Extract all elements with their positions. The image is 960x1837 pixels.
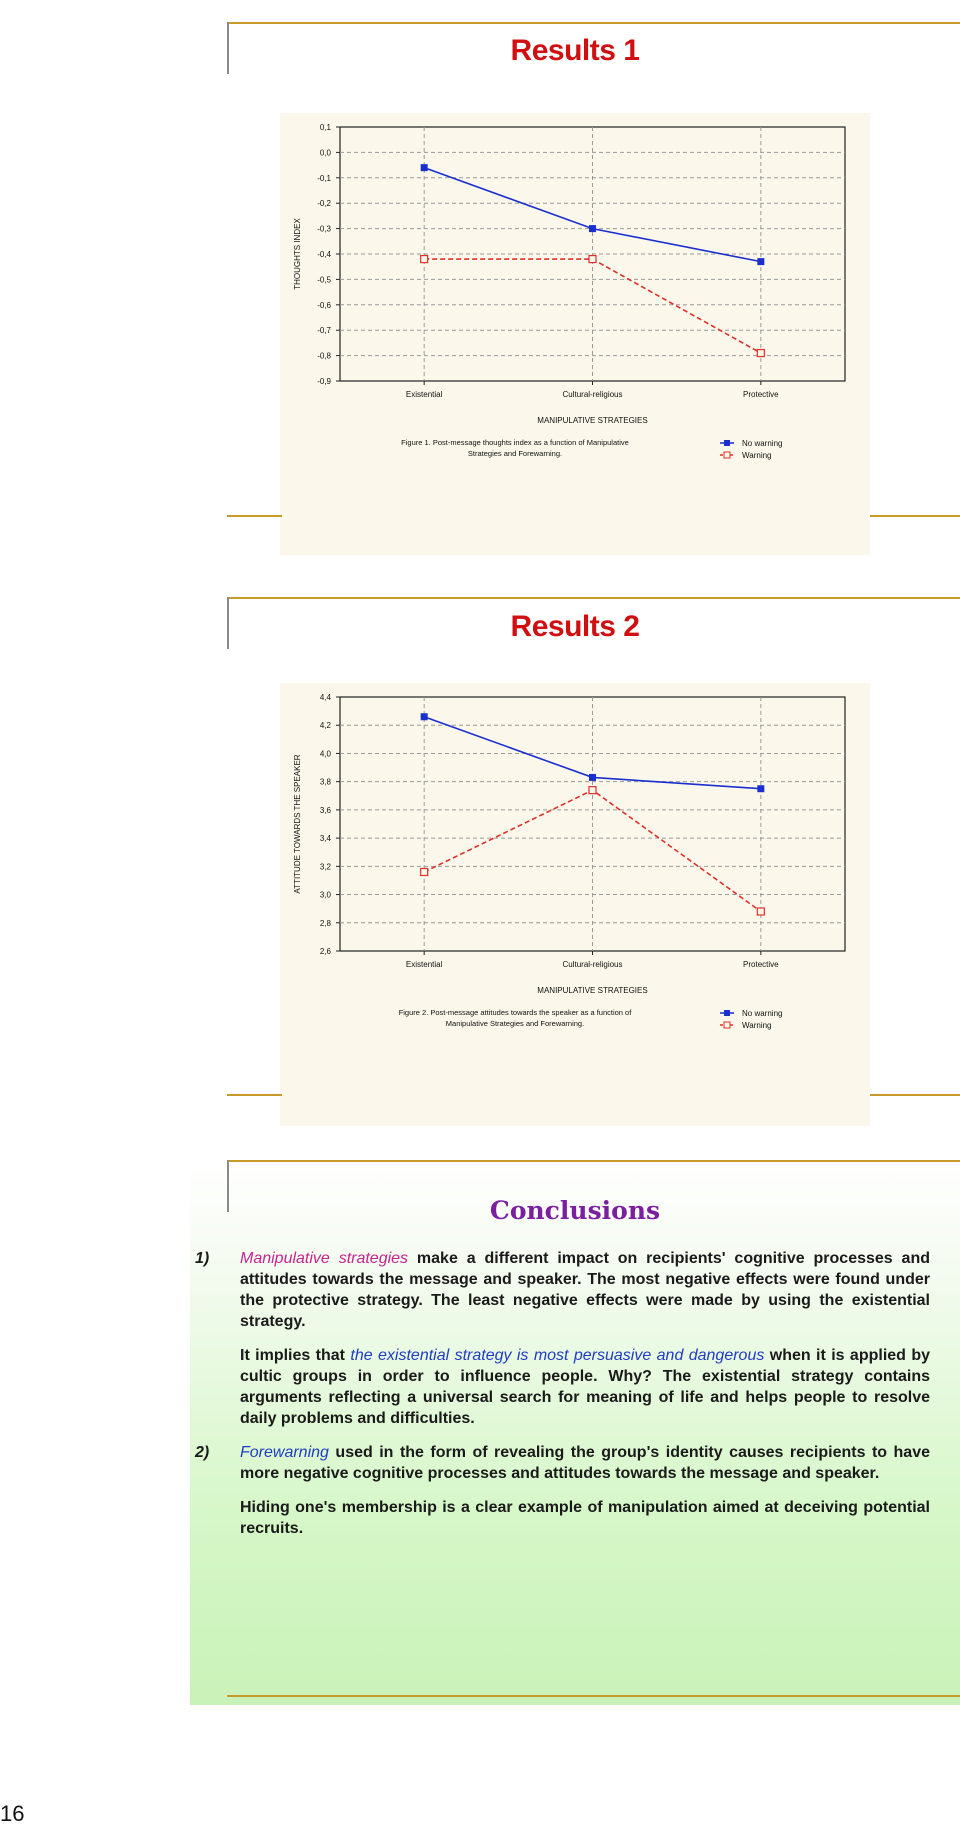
y-tick-label: -0,7 [317, 326, 331, 336]
y-tick-label: -0,1 [317, 173, 331, 183]
slide-title: Results 1 [510, 34, 640, 67]
thoughts-index-chart [280, 113, 870, 555]
x-tick-label: Existential [405, 960, 443, 969]
page-number: 16 [0, 1801, 25, 1826]
emphasis-forewarning: Forewarning [240, 1444, 329, 1461]
bottom-rule-right [870, 1094, 960, 1096]
figure-caption: Figure 1. Post-message thoughts index as a function of Manipulative [401, 438, 629, 447]
y-tick-label: 3,2 [319, 862, 331, 872]
y-tick-label: 4,4 [319, 693, 331, 702]
y-tick-label: -0,9 [317, 377, 331, 386]
data-point [421, 164, 428, 171]
legend-marker [724, 1010, 730, 1016]
y-tick-label: -0,2 [317, 199, 331, 209]
data-point [589, 774, 596, 781]
data-point [421, 713, 428, 720]
y-tick-label: -0,5 [317, 275, 331, 285]
y-tick-label: 4,2 [319, 721, 331, 731]
data-point [589, 225, 596, 232]
bottom-rule-left [227, 1094, 282, 1096]
paragraph-text: It implies that [240, 1347, 351, 1364]
legend-label: No warning [742, 439, 783, 448]
legend-marker [724, 1022, 730, 1028]
emphasis-manipulative-strategies: Manipulative strategies [240, 1250, 409, 1267]
legend-label: Warning [742, 451, 772, 460]
item-text: make a different impact on recipients' cognitive processes and attitudes towards the message and speaker. The most negative effects were found under the protective strategy. The least negative effects were made by using the existential strategy. [240, 1250, 930, 1330]
figure-caption: Figure 2. Post-message attitudes towards the speaker as a function of [398, 1008, 632, 1017]
slide-title: Results 2 [510, 610, 640, 643]
slide-title: Conclusions [489, 1196, 661, 1225]
data-point [589, 787, 596, 794]
y-tick-label: 3,4 [319, 834, 331, 844]
bottom-rule [227, 1695, 960, 1697]
chart-panel-2 [280, 683, 870, 1126]
y-axis-label: ATTITUDE TOWARDS THE SPEAKER [293, 754, 302, 894]
y-tick-label: 3,0 [319, 890, 331, 900]
y-tick-label: -0,8 [317, 351, 331, 361]
y-tick-label: 0,0 [319, 148, 331, 158]
item-number: 2) [195, 1444, 210, 1461]
y-tick-label: 2,6 [319, 947, 331, 956]
data-point [757, 258, 764, 265]
y-tick-label: 3,8 [319, 777, 331, 787]
x-tick-label: Cultural-religious [562, 960, 623, 969]
y-tick-label: 2,8 [319, 918, 331, 928]
bottom-rule-right [870, 515, 960, 517]
y-tick-label: 3,6 [319, 805, 331, 815]
y-tick-label: 4,0 [319, 749, 331, 759]
y-tick-label: -0,4 [317, 250, 331, 259]
data-point [589, 256, 596, 263]
y-tick-label: 0,1 [319, 123, 331, 132]
emphasis-existential-strategy: the existential strategy is most persuasive and dangerous [350, 1347, 765, 1364]
item-number: 1) [195, 1250, 210, 1267]
conclusion-item-1 [190, 1248, 930, 1332]
paragraph-text: when it is applied by cultic groups in order to influence people. Why? The existential strategy contains arguments reflecting a universal search for meaning of life and helps people to resolve daily problems and difficulties. [240, 1347, 930, 1427]
legend-marker [724, 452, 730, 458]
y-axis-label: THOUGHTS INDEX [293, 218, 302, 290]
bottom-rule-left [227, 515, 282, 517]
x-tick-label: Protective [743, 960, 779, 969]
data-point [757, 785, 764, 792]
chart-panel-1 [280, 113, 870, 555]
y-tick-label: -0,6 [317, 300, 331, 310]
results-1-slide [190, 0, 960, 562]
attitude-speaker-chart [280, 683, 870, 1126]
item-text: used in the form of revealing the group's identity causes recipients to have more negative cognitive processes and attitudes towards the message and speaker. [240, 1444, 930, 1482]
legend-marker [724, 440, 730, 446]
x-tick-label: Protective [743, 390, 779, 399]
figure-caption: Manipulative Strategies and Forewarning. [445, 1019, 585, 1028]
conclusion-item-2 [190, 1442, 930, 1484]
conclusions-slide [190, 1160, 960, 1705]
legend-label: Warning [742, 1021, 772, 1030]
x-tick-label: Cultural-religious [562, 390, 623, 399]
frame-top-rule [227, 22, 960, 24]
data-point [757, 908, 764, 915]
data-point [421, 868, 428, 875]
frame-top-rule [227, 597, 960, 599]
results-2-slide [190, 583, 960, 1131]
data-point [757, 350, 764, 357]
conclusion-paragraph [190, 1345, 930, 1429]
conclusions-body [190, 1248, 930, 1539]
legend-label: No warning [742, 1009, 783, 1018]
conclusion-paragraph: Hiding one's membership is a clear example of manipulation aimed at deceiving potential recruits. [240, 1499, 930, 1537]
data-point [421, 256, 428, 263]
x-axis-label: MANIPULATIVE STRATEGIES [537, 416, 648, 425]
frame-top-rule [227, 1160, 960, 1162]
y-tick-label: -0,3 [317, 224, 331, 234]
figure-caption: Strategies and Forewarning. [467, 449, 563, 458]
x-tick-label: Existential [405, 390, 443, 399]
x-axis-label: MANIPULATIVE STRATEGIES [537, 986, 648, 995]
